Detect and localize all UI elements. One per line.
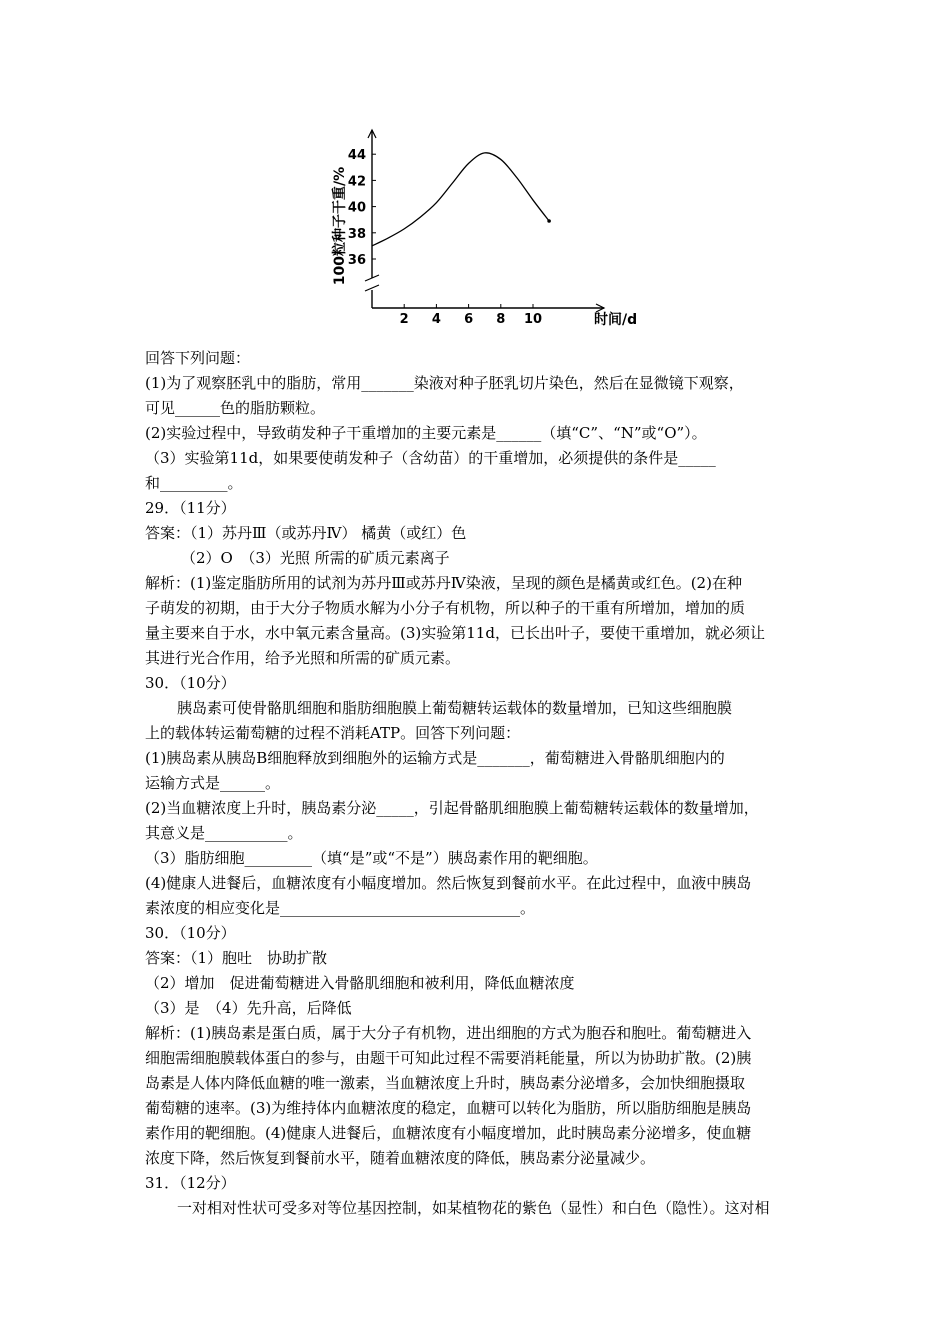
analysis-line: 其进行光合作用，给予光照和所需的矿质元素。	[145, 649, 461, 667]
text-line: (2)实验过程中，导致萌发种子干重增加的主要元素是______（填“C”、“N”或“O”）。	[145, 424, 707, 442]
question-heading: 30．（10分）	[145, 924, 236, 942]
y-tick-label: 36	[347, 253, 366, 268]
document-body	[145, 346, 815, 1221]
text-line: 其意义是___________。	[145, 824, 303, 842]
analysis-line: 浓度下降，然后恢复到餐前水平，随着血糖浓度的降低，胰岛素分泌量减少。	[145, 1149, 656, 1167]
y-tick-label: 44	[347, 148, 366, 164]
x-tick-label: 6	[464, 312, 474, 327]
analysis-line: 细胞需细胞膜载体蛋白的参与，由题干可知此过程不需要消耗能量，所以为协助扩散。(2)胰	[145, 1049, 752, 1067]
answer-line: 答案：（1）苏丹Ⅲ（或苏丹Ⅳ） 橘黄（或红）色	[145, 524, 467, 542]
text-line: 可见______色的脂肪颗粒。	[145, 399, 326, 417]
text-line: 和_________。	[145, 474, 243, 492]
text-line: （3）脂肪细胞_________（填“是”或“不是”）胰岛素作用的靶细胞。	[145, 849, 598, 867]
chart-ticks	[348, 148, 542, 327]
analysis-line: 解析：(1)鉴定脂肪所用的试剂为苏丹Ⅲ或苏丹Ⅳ染液，呈现的颜色是橘黄或红色。(2)在种	[145, 574, 742, 592]
answer-line: （2）O （3）光照 所需的矿质元素离子	[181, 549, 450, 567]
y-tick-label: 40	[347, 200, 366, 216]
analysis-line: 素作用的靶细胞。(4)健康人进餐后，血糖浓度有小幅度增加，此时胰岛素分泌增多，使血糖	[145, 1124, 752, 1142]
text-line: 回答下列问题：	[145, 349, 251, 367]
x-tick-label: 8	[496, 312, 506, 327]
seed-dry-weight-chart	[318, 118, 648, 333]
text-line: 上的载体转运葡萄糖的过程不消耗ATP。回答下列问题：	[145, 724, 521, 742]
analysis-line: 子萌发的初期，由于大分子物质水解为小分子有机物，所以种子的干重有所增加，增加的质	[145, 599, 746, 617]
analysis-line: 解析：(1)胰岛素是蛋白质，属于大分子有机物，进出细胞的方式为胞吞和胞吐。葡萄糖进入	[145, 1024, 752, 1042]
text-line: (1)为了观察胚乳中的脂肪，常用_______染液对种子胚乳切片染色，然后在显微镜下观察，	[145, 374, 744, 392]
text-line: (2)当血糖浓度上升时，胰岛素分泌_____，引起骨骼肌细胞膜上葡萄糖转运载体的数量增加，	[145, 799, 759, 817]
answer-line: （2）增加 促进葡萄糖进入骨骼肌细胞和被利用，降低血糖浓度	[145, 974, 575, 992]
x-tick-label: 2	[399, 312, 409, 327]
text-line: 一对相对性状可受多对等位基因控制，如某植物花的紫色（显性）和白色（隐性）。这对相	[177, 1199, 770, 1217]
answer-line: （3）是 （4）先升高，后降低	[145, 999, 352, 1017]
x-tick-label: 4	[431, 312, 441, 327]
text-line: 运输方式是______。	[145, 774, 281, 792]
y-tick-label: 38	[347, 226, 366, 242]
analysis-line: 岛素是人体内降低血糖的唯一激素，当血糖浓度上升时，胰岛素分泌增多，会加快细胞摄取	[145, 1074, 746, 1092]
x-axis-label: 时间/d	[594, 312, 638, 328]
text-line: 胰岛素可使骨骼肌细胞和脂肪细胞膜上葡萄糖转运载体的数量增加，已知这些细胞膜	[177, 699, 733, 717]
question-heading: 31．（12分）	[145, 1174, 236, 1192]
text-line: (4)健康人进餐后，血糖浓度有小幅度增加。然后恢复到餐前水平。在此过程中，血液中胰岛	[145, 874, 752, 892]
chart-axes	[365, 130, 604, 312]
question-heading: 30．（10分）	[145, 674, 236, 692]
text-line: （3）实验第11d，如果要使萌发种子（含幼苗）的干重增加，必须提供的条件是_____	[145, 449, 716, 467]
text-line: 素浓度的相应变化是________________________________。	[145, 899, 536, 917]
question-heading: 29．（11分）	[145, 499, 236, 517]
analysis-line: 葡萄糖的速率。(3)为维持体内血糖浓度的稳定，血糖可以转化为脂肪，所以脂肪细胞是胰岛	[145, 1099, 752, 1117]
y-axis-label: 100粒种子干重/%	[332, 166, 348, 286]
answer-line: 答案：（1）胞吐 协助扩散	[145, 949, 328, 967]
analysis-line: 量主要来自于水，水中氧元素含量高。(3)实验第11d，已长出叶子，要使干重增加，就必须让	[145, 624, 765, 642]
dry-weight-curve	[372, 153, 549, 246]
x-tick-label: 10	[523, 312, 543, 327]
text-line: (1)胰岛素从胰岛B细胞释放到细胞外的运输方式是_______，葡萄糖进入骨骼肌细胞内的	[145, 749, 725, 767]
y-tick-label: 42	[347, 174, 366, 190]
